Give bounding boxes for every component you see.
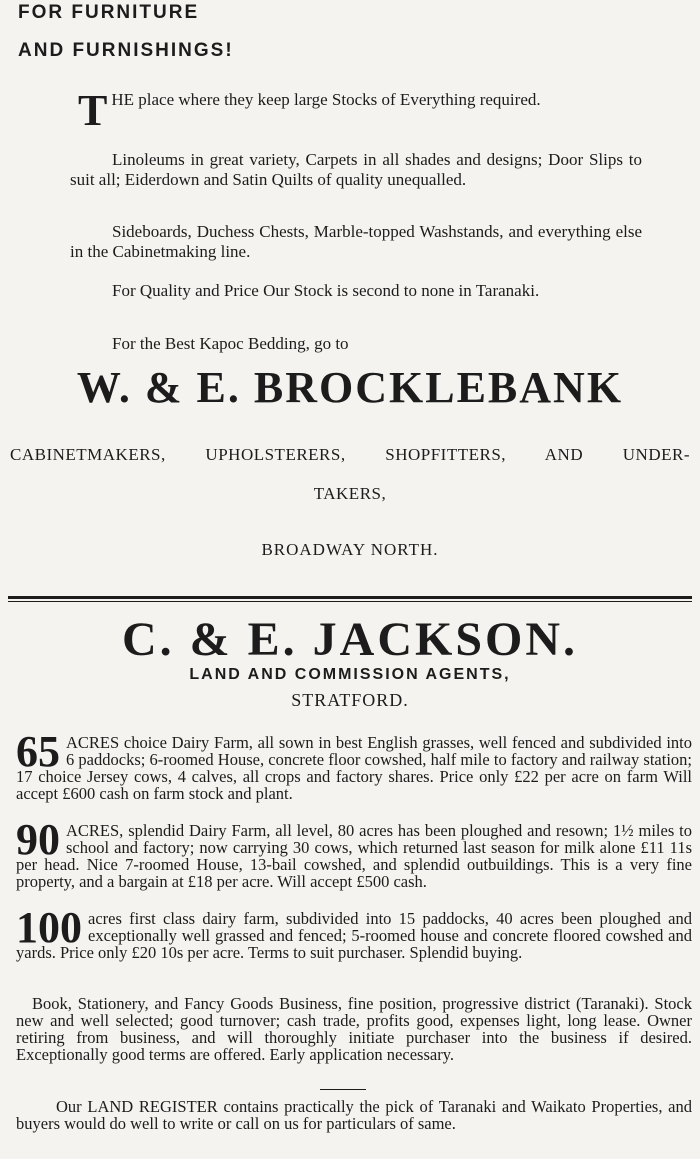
quality-paragraph: For Quality and Price Our Stock is second to none in Taranaki. xyxy=(112,281,540,300)
business-listing: Book, Stationery, and Fancy Goods Business, fine position, progressive district (Taranaki). Stock new and well selected; good turnover; cash trade, profits good, expenses light, long lease. Owner retiring from business, and will thoroughly initiate purchaser into the business if desired. Exceptionally good terms are offered. Early application necessary. xyxy=(16,994,692,1064)
listing-text: acres first class dairy farm, subdivided into 15 paddocks, 40 acres been ploughed and exceptionally well grassed and fenced; 5-roomed house and concrete floored cowshed and yards. Price only £20 10s per acre. Terms to suit purchaser. Splendid buying. xyxy=(16,909,692,962)
listing-number: 90 xyxy=(16,815,60,864)
ad-heading-line1: FOR FURNITURE xyxy=(18,2,200,23)
divider-rule-thin xyxy=(8,601,692,602)
divider-rule-thick xyxy=(8,596,692,599)
linoleums-paragraph: Linoleums in great variety, Carpets in all shades and designs; Door Slips to suit all; Eiderdown and Satin Quilts of quality unequalled. xyxy=(70,150,642,189)
listing-item xyxy=(16,903,692,962)
drop-cap: T xyxy=(78,86,108,135)
intro-paragraph xyxy=(78,86,642,135)
ad-heading-line2: AND FURNISHINGS! xyxy=(18,40,234,61)
jackson-address: STRATFORD. xyxy=(291,690,409,710)
short-separator-rule xyxy=(320,1089,366,1090)
trades-line1: CABINETMAKERS, UPHOLSTERERS, SHOPFITTERS, AND UNDER- xyxy=(10,445,690,464)
listing-text: ACRES, splendid Dairy Farm, all level, 80 acres has been ploughed and resown; 1½ miles to school and factory; now carrying 30 cows, which returned last season for milk alone £11 11s per head. Nice 7-roomed House, 13-bail cowshed, and splendid outbuildings. This is a very fine property, and a bargain at £18 per acre. Will accept £500 cash. xyxy=(16,821,692,891)
brocklebank-address: BROADWAY NORTH. xyxy=(261,540,439,559)
jackson-subtitle: LAND AND COMMISSION AGENTS, xyxy=(189,666,511,683)
listing-text: ACRES choice Dairy Farm, all sown in best English grasses, well fenced and subdivided into 6 paddocks; 6-roomed House, concrete floor cowshed, half mile to factory and railway station; 17 choice Jersey cows, 4 calves, all crops and factory shares. Price only £22 per acre on farm Will accept £600 cash on farm stock and plant. xyxy=(16,733,692,803)
jackson-firm-name: C. & E. JACKSON. xyxy=(121,613,579,666)
listing-item xyxy=(16,815,692,891)
intro-text: HE place where they keep large Stocks of Everything required. xyxy=(111,90,541,109)
land-register-paragraph: Our LAND REGISTER contains practically the pick of Taranaki and Waikato Properties, and buyers would do well to write or call on us for particulars of same. xyxy=(16,1097,692,1133)
sideboards-paragraph: Sideboards, Duchess Chests, Marble-topped Washstands, and everything else in the Cabinetmaking line. xyxy=(70,222,642,261)
kapoc-paragraph: For the Best Kapoc Bedding, go to xyxy=(112,334,349,353)
brocklebank-firm-name: W. & E. BROCKLEBANK xyxy=(76,363,624,412)
listing-number: 100 xyxy=(16,903,82,952)
listing-item xyxy=(16,727,692,803)
trades-line2: TAKERS, xyxy=(313,484,387,503)
listing-number: 65 xyxy=(16,727,60,776)
